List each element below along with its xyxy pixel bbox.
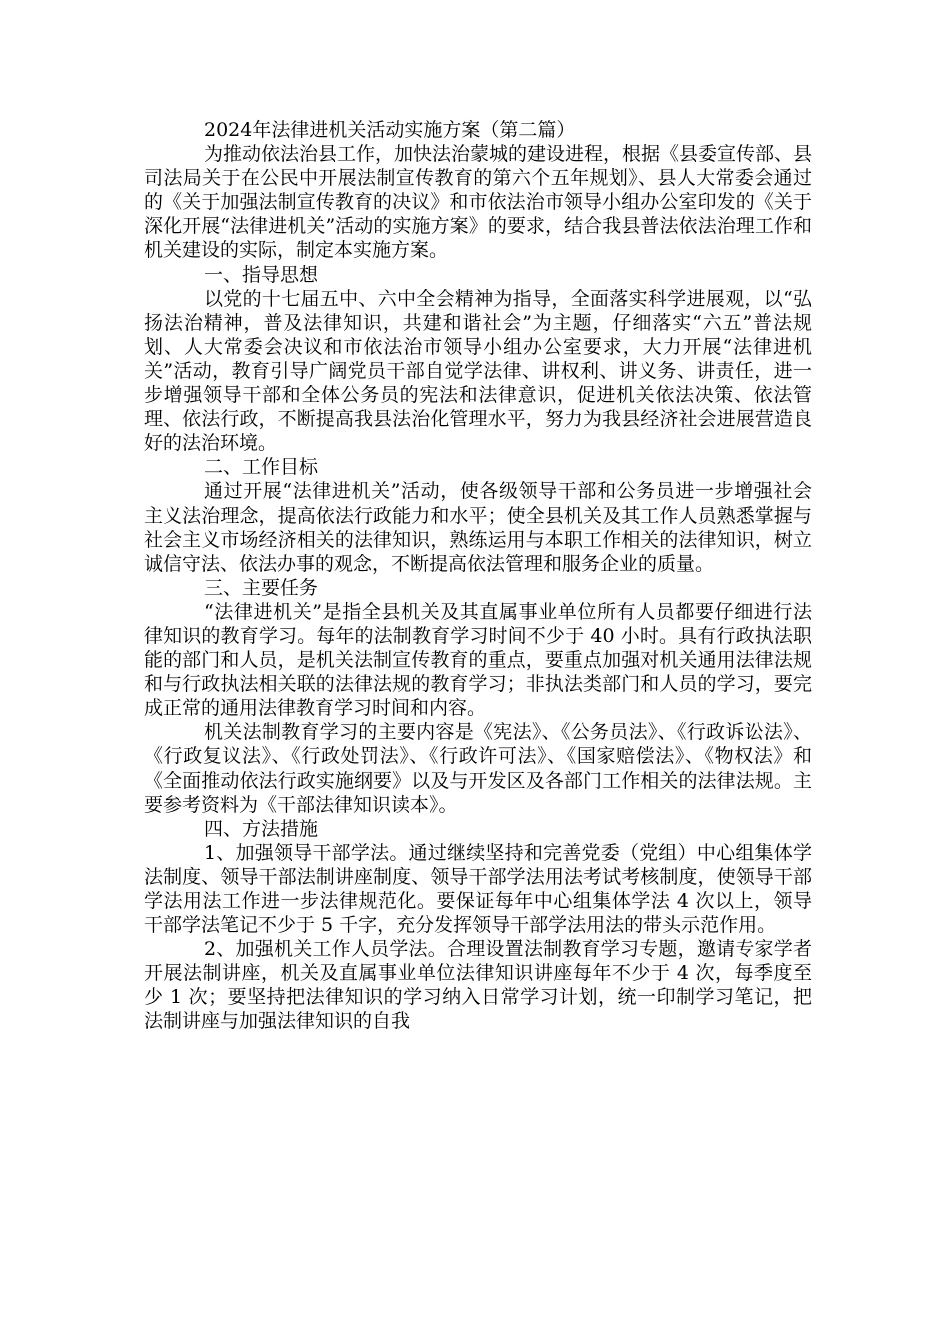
paragraph-study-content: 机关法制教育学习的主要内容是《宪法》、《公务员法》、《行政诉讼法》、《行政复议法》、《行政处罚法》、《行政许可法》、《国家赔偿法》、《物权法》和《全面推动依法行政实施纲要》以及与开发区及各部门工作相关的法律法规。主要参考资料为《干部法律知识读本》。 [144,721,812,816]
paragraph-method-2: 2、加强机关工作人员学法。合理设置法制教育学习专题，邀请专家学者开展法制讲座，机关及直属事业单位法律知识讲座每年不少于 4 次，每季度至少 1 次；要坚持把法律知识的学习纳入日常学习计划，统一印制学习笔记，把法制讲座与加强法律知识的自我 [144,938,812,1033]
heading-methods: 四、方法措施 [204,817,319,840]
heading-work-goals: 二、工作目标 [204,456,319,479]
document-title: 2024年法律进机关活动实施方案（第二篇） [204,119,576,141]
heading-main-tasks: 三、主要任务 [204,576,319,599]
paragraph-guiding-ideology: 以党的十七届五中、六中全会精神为指导，全面落实科学进展观，以“弘扬法治精神，普及法律知识，共建和谐社会”为主题，仔细落实“六五”普法规划、人大常委会决议和市依法治市领导小组办公室要求，大力开展“法律进机关”活动，教育引导广阔党员干部自觉学法律、讲权利、讲义务、讲责任，进一步增强领导干部和全体公务员的宪法和法律意识，促进机关依法决策、依法管理、依法行政，不断提高我县法治化管理水平，努力为我县经济社会进展营造良好的法治环境。 [144,287,812,455]
paragraph-intro: 为推动依法治县工作，加快法治蒙城的建设进程，根据《县委宣传部、县司法局关于在公民中开展法制宣传教育的第六个五年规划》、县人大常委会通过的《关于加强法制宣传教育的决议》和市依法治市领导小组办公室印发的《关于深化开展“法律进机关”活动的实施方案》的要求，结合我县普法依法治理工作和机关建设的实际，制定本实施方案。 [144,143,813,262]
document-page [144,118,812,1034]
heading-guiding-ideology: 一、指导思想 [204,263,319,286]
paragraph-main-tasks: “法律进机关”是指全县机关及其直属事业单位所有人员都要仔细进行法律知识的教育学习。每年的法制教育学习时间不少于 40 小时。具有行政执法职能的部门和人员，是机关法制宣传教育的重点，要重点加强对机关通用法律法规和与行政执法相关联的法律法规的教育学习；非执法类部门和人员的学习，要完成正常的通用法律教育学习时间和内容。 [144,600,812,720]
paragraph-work-goals: 通过开展“法律进机关”活动，使各级领导干部和公务员进一步增强社会主义法治理念，提高依法行政能力和水平；使全县机关及其工作人员熟悉掌握与社会主义市场经济相关的法律知识，熟练运用与本职工作相关的法律知识，树立诚信守法、依法办事的观念，不断提高依法管理和服务企业的质量。 [144,480,812,575]
paragraph-method-1: 1、加强领导干部学法。通过继续坚持和完善党委（党组）中心组集体学法制度、领导干部法制讲座制度、领导干部学法用法考试考核制度，使领导干部学法用法工作进一步法律规范化。要保证每年中心组集体学法 4 次以上，领导干部学法笔记不少于 5 千字，充分发挥领导干部学法用法的带头示范作用。 [144,841,812,937]
